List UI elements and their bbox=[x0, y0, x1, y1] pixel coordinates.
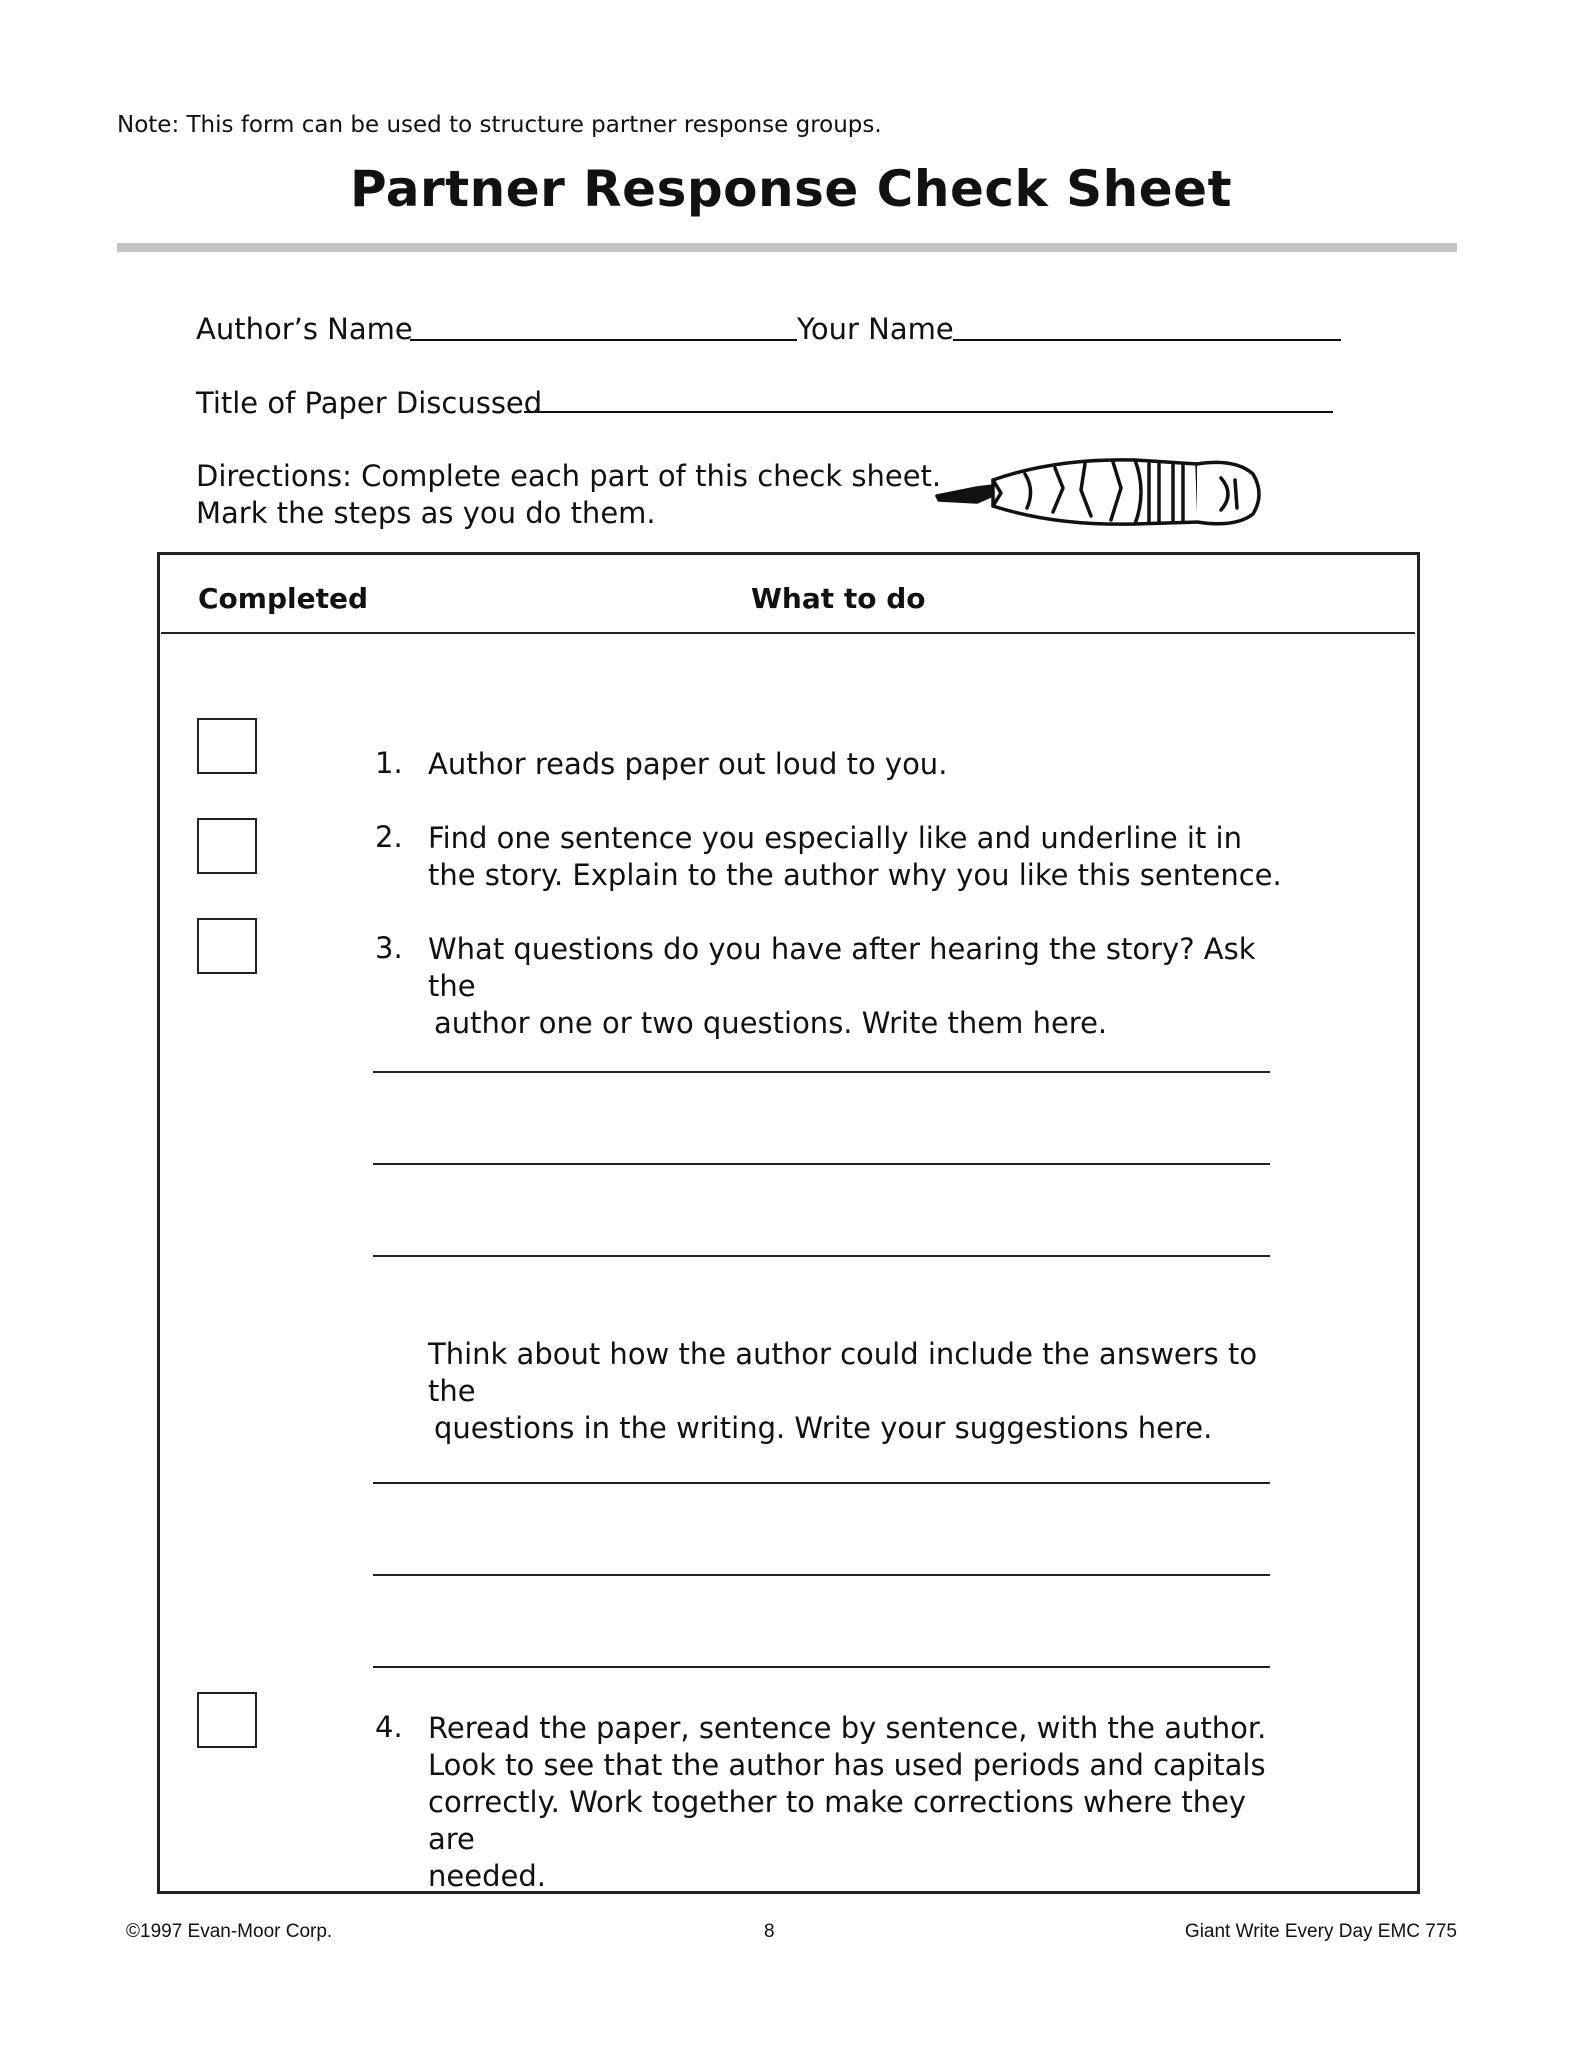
author-name-label: Author’s Name bbox=[196, 312, 413, 346]
pencil-icon bbox=[935, 450, 1267, 538]
step-4-checkbox[interactable] bbox=[197, 1692, 257, 1748]
suggestion-line-1[interactable] bbox=[373, 1482, 1270, 1484]
paper-title-field[interactable] bbox=[524, 411, 1333, 413]
step-2-line-1: Find one sentence you especially like and underline it in bbox=[428, 821, 1242, 855]
step-4-line-1: Reread the paper, sentence by sentence, with the author. bbox=[428, 1711, 1267, 1745]
step-3-number: 3. bbox=[375, 931, 403, 965]
step-2-line-2: the story. Explain to the author why you like this sentence. bbox=[428, 858, 1282, 892]
suggestions-prompt bbox=[428, 1336, 1288, 1447]
step-3-checkbox[interactable] bbox=[197, 918, 257, 974]
footer-publication: Giant Write Every Day EMC 775 bbox=[1184, 1921, 1457, 1942]
question-answer-line-3[interactable] bbox=[373, 1255, 1270, 1257]
step-2-number: 2. bbox=[375, 820, 403, 854]
page-number: 8 bbox=[764, 1921, 775, 1942]
step-4-line-4: needed. bbox=[428, 1859, 546, 1893]
directions-line-1: Directions: Complete each part of this check sheet. bbox=[196, 459, 942, 493]
step-3-line-2: author one or two questions. Write them here. bbox=[434, 1006, 1108, 1040]
header-divider bbox=[161, 632, 1415, 634]
form-note: Note: This form can be used to structure partner response groups. bbox=[117, 112, 882, 138]
column-header-completed: Completed bbox=[198, 582, 369, 615]
suggestion-line-3[interactable] bbox=[373, 1666, 1270, 1668]
question-answer-line-2[interactable] bbox=[373, 1163, 1270, 1165]
page-title: Partner Response Check Sheet bbox=[350, 160, 1232, 218]
directions-line-2: Mark the steps as you do them. bbox=[196, 496, 656, 530]
suggestions-prompt-line-2: questions in the writing. Write your suggestions here. bbox=[434, 1411, 1213, 1445]
step-3-line-1: What questions do you have after hearing the story? Ask the bbox=[428, 932, 1256, 1003]
step-1-number: 1. bbox=[375, 746, 403, 780]
author-name-field[interactable] bbox=[410, 339, 797, 341]
step-2-checkbox[interactable] bbox=[197, 818, 257, 874]
title-divider bbox=[117, 243, 1457, 252]
column-header-what-to-do: What to do bbox=[751, 582, 926, 615]
directions bbox=[196, 458, 941, 532]
suggestions-prompt-line-1: Think about how the author could include the answers to the bbox=[428, 1337, 1258, 1408]
step-1-text: Author reads paper out loud to you. bbox=[428, 747, 948, 781]
your-name-field[interactable] bbox=[953, 339, 1341, 341]
step-4-text bbox=[428, 1710, 1288, 1895]
step-4-line-2: Look to see that the author has used periods and capitals bbox=[428, 1748, 1266, 1782]
step-2-text bbox=[428, 820, 1288, 894]
suggestion-line-2[interactable] bbox=[373, 1574, 1270, 1576]
step-4-number: 4. bbox=[375, 1710, 403, 1744]
paper-title-label: Title of Paper Discussed bbox=[196, 386, 543, 420]
step-3-text bbox=[428, 931, 1288, 1042]
footer-copyright: ©1997 Evan-Moor Corp. bbox=[126, 1921, 333, 1942]
step-4-line-3: correctly. Work together to make corrections where they are bbox=[428, 1785, 1247, 1856]
question-answer-line-1[interactable] bbox=[373, 1071, 1270, 1073]
your-name-label: Your Name bbox=[797, 312, 954, 346]
step-1-checkbox[interactable] bbox=[197, 718, 257, 774]
